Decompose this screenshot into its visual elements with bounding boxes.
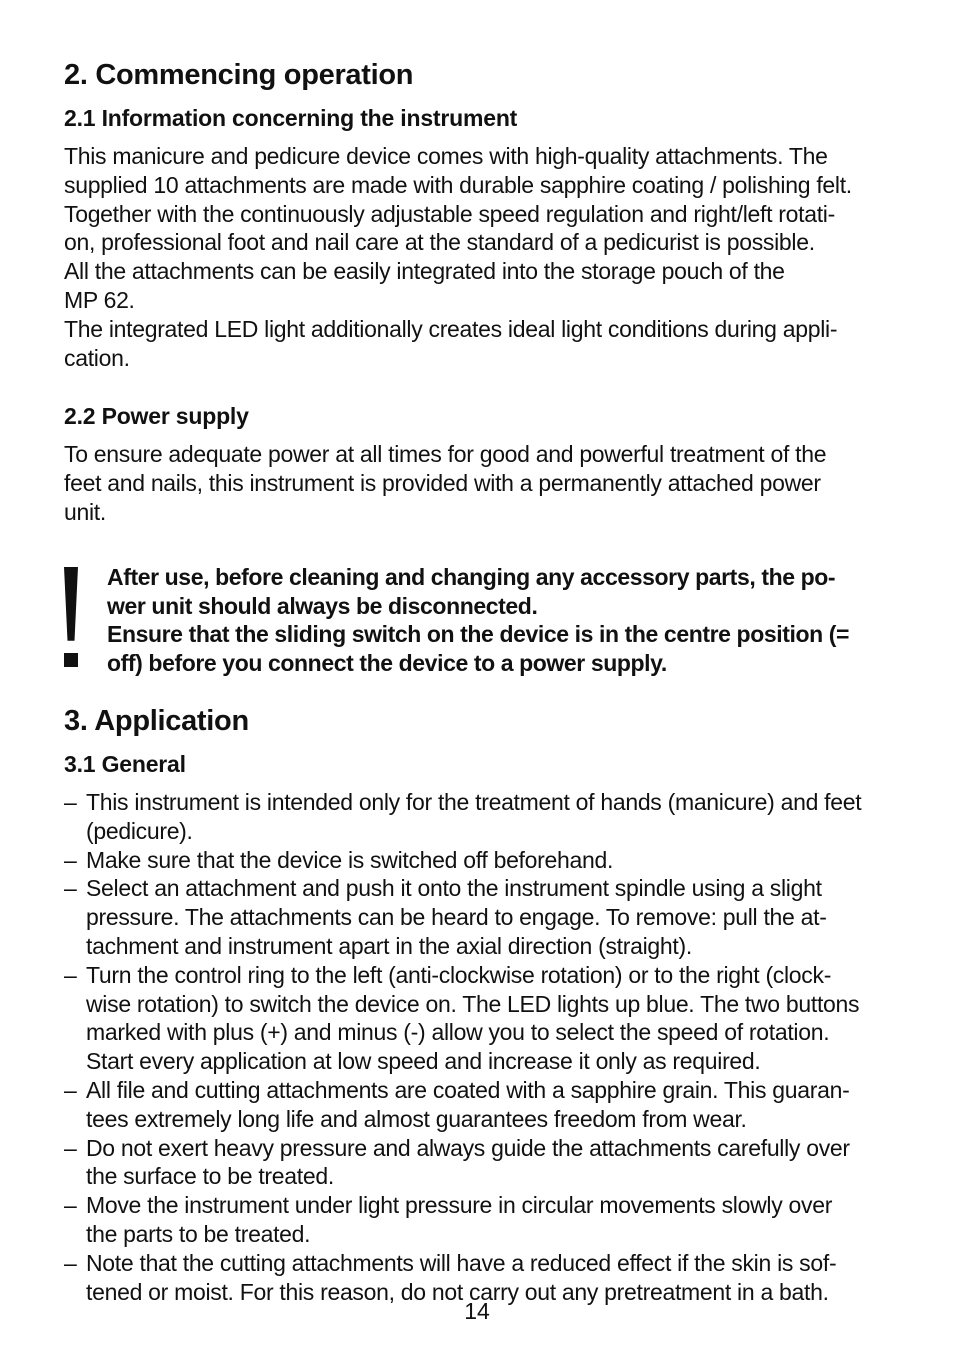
exclamation-icon <box>64 567 82 675</box>
paragraph-power-supply: To ensure adequate power at all times for good and powerful treatment of the feet and nails, this instrument is provided with a permanently attached power unit. <box>64 441 827 525</box>
list-item: – Move the instrument under light pressure in circular movements slowly over the parts to be treated. <box>64 1191 894 1249</box>
list-item: – Make sure that the device is switched off beforehand. <box>64 846 894 875</box>
list-item: – Select an attachment and push it onto the instrument spindle using a slight pressure. The attachments can be heard to engage. To remove: pull the at- tachment and instrument apart in the axial direction (straight). <box>64 874 894 960</box>
subsection-title-information: 2.1 Information concerning the instrument <box>64 105 518 131</box>
subsection-title-general: 3.1 General <box>64 750 186 777</box>
list-item: – Do not exert heavy pressure and always guide the attachments carefully over the surface to be treated. <box>64 1134 894 1192</box>
warning-text: After use, before cleaning and changing any accessory parts, the po- wer unit should always be disconnected. Ensure that the sliding switch on the device is in the centre position (= off) before you connect the device to a power supply. <box>107 563 850 677</box>
general-list <box>64 788 894 1306</box>
list-item: – This instrument is intended only for the treatment of hands (manicure) and feet (pedicure). <box>64 788 894 846</box>
list-item: – All file and cutting attachments are coated with a sapphire grain. This guaran- tees extremely long life and almost guarantees freedom from wear. <box>64 1076 894 1134</box>
subsection-title-power-supply: 2.2 Power supply <box>64 403 249 430</box>
section-title-commencing-operation: 2. Commencing operation <box>64 59 414 91</box>
document-page <box>64 56 894 1306</box>
section-title-application: 3. Application <box>64 704 249 737</box>
list-item: – Turn the control ring to the left (anti-clockwise rotation) or to the right (clock- wise rotation) to switch the device on. The LED lights up blue. The two buttons marked with plus (+) and minus (-) allow you to select the speed of rotation. Start every application at low speed and increase it only as required. <box>64 961 894 1076</box>
page-number: 14 <box>464 1298 490 1324</box>
warning-box <box>64 563 894 678</box>
paragraph-information: This manicure and pedicure device comes with high-quality attachments. The supplied 10 attachments are made with durable sapphire coating / polishing felt. Together with the continuously adjustable speed regulation and right/left rotati- on, professional foot and nail care at the standard of a pedicurist is possible. All the attachments can be easily integrated into the storage pouch of the MP 62. The integrated LED light additionally creates ideal light conditions during appli- cation. <box>64 143 852 371</box>
list-item: – Note that the cutting attachments will have a reduced effect if the skin is sof- tened or moist. For this reason, do not carry out any pretreatment in a bath. <box>64 1249 894 1307</box>
